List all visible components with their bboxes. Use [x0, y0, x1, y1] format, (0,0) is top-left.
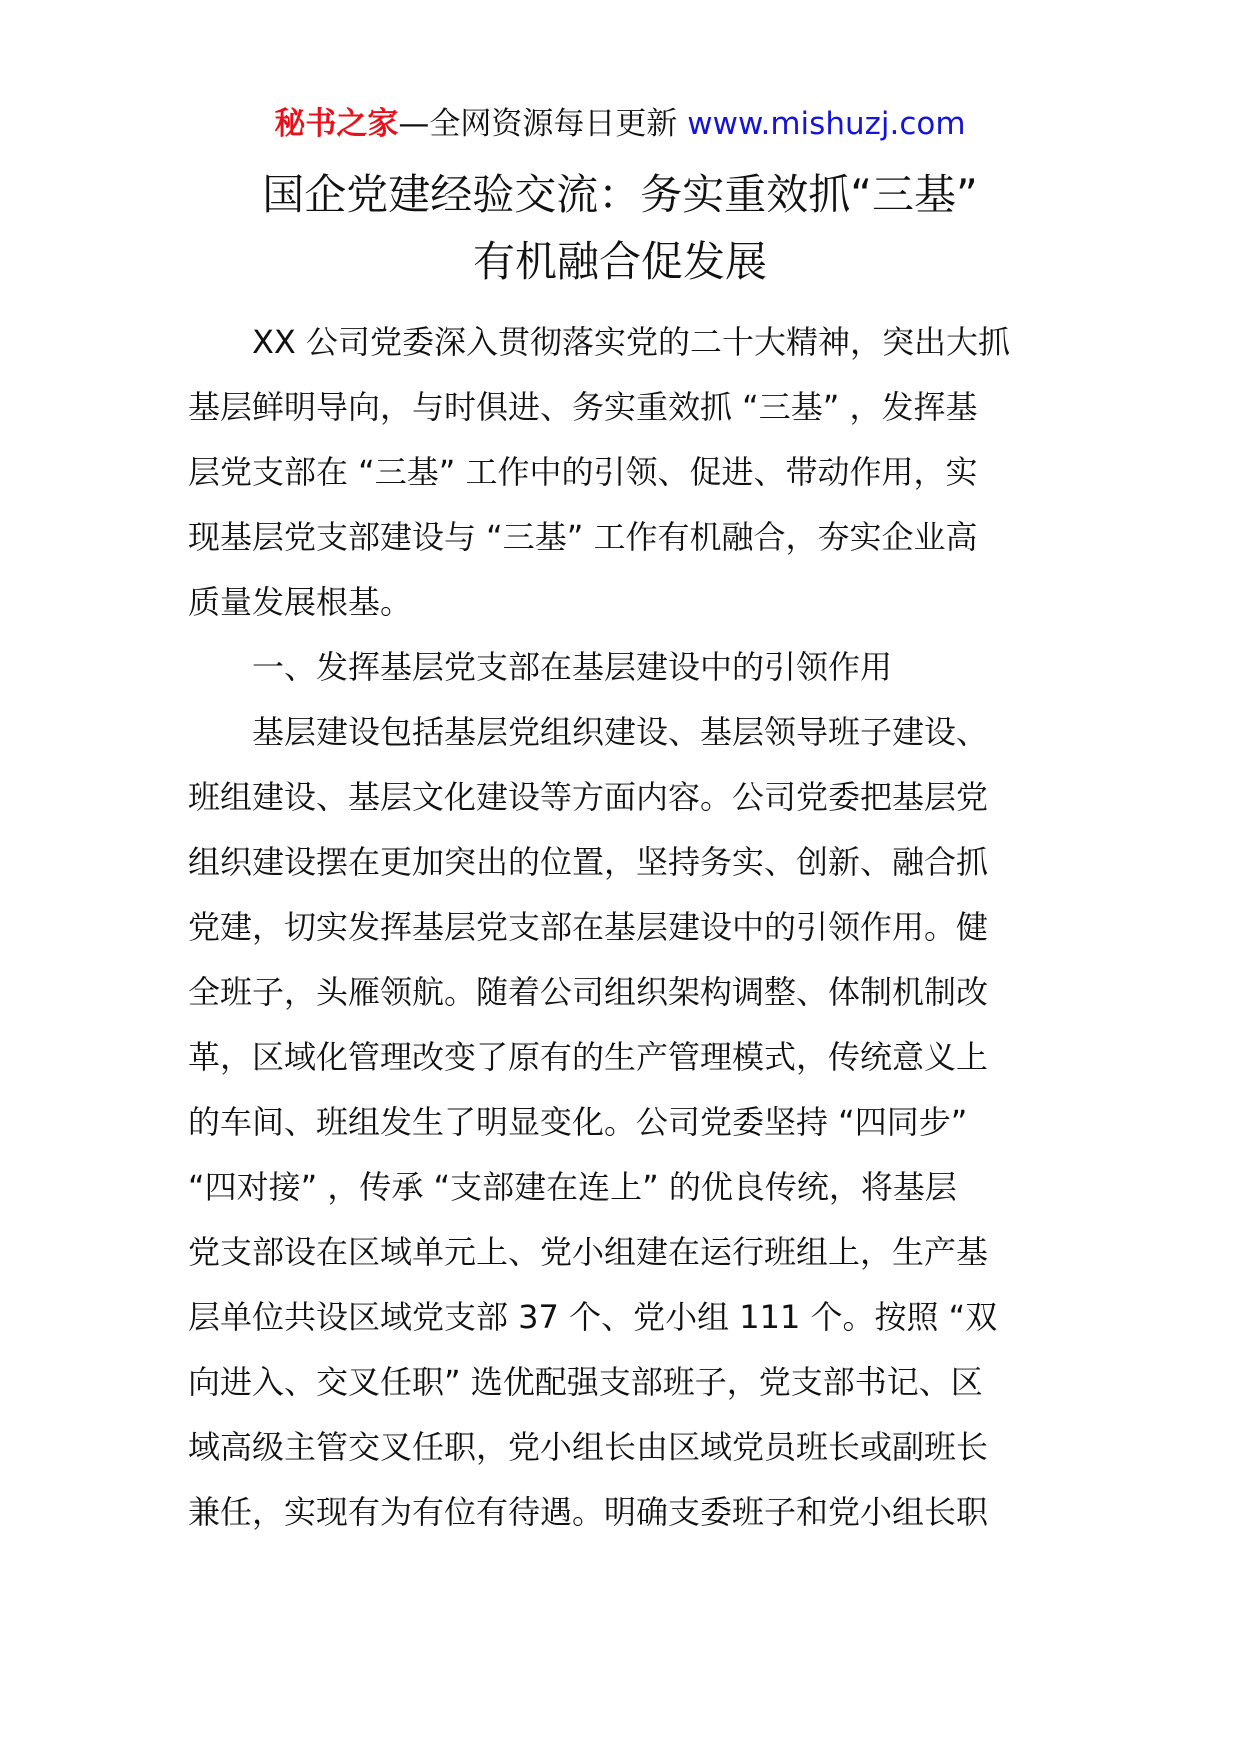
- site-link[interactable]: www.mishuzj.com: [687, 106, 966, 142]
- body-line: 向进入、交叉任职” 选优配强支部班子，党支部书记、区: [188, 1363, 983, 1401]
- header-slogan: —全网资源每日更新: [398, 106, 688, 142]
- site-header: [0, 100, 1240, 148]
- body-line: 的车间、班组发生了明显变化。公司党委坚持 “四同步”: [188, 1103, 968, 1141]
- body-line: 层党支部在 “三基” 工作中的引领、促进、带动作用，实: [188, 453, 978, 491]
- body-line: 党建，切实发挥基层党支部在基层建设中的引领作用。健: [188, 908, 989, 946]
- body-line: 兼任，实现有为有位有待遇。明确支委班子和党小组长职: [188, 1493, 989, 1531]
- body-line: XX 公司党委深入贯彻落实党的二十大精神，突出大抓: [252, 323, 1011, 361]
- body-line: “四对接” ，传承 “支部建在连上” 的优良传统，将基层: [188, 1168, 957, 1206]
- body-line: 域高级主管交叉任职，党小组长由区域党员班长或副班长: [188, 1428, 989, 1466]
- body-line: 基层建设包括基层党组织建设、基层领导班子建设、: [252, 713, 989, 751]
- body-line: 全班子，头雁领航。随着公司组织架构调整、体制机制改: [188, 973, 989, 1011]
- brand-name: 秘书之家: [274, 106, 399, 142]
- body-line: 组织建设摆在更加突出的位置，坚持务实、创新、融合抓: [188, 843, 989, 881]
- document-title-line-1: 国企党建经验交流：务实重效抓“三基”: [262, 170, 978, 219]
- document-body: [188, 310, 1058, 1545]
- body-line: 现基层党支部建设与 “三基” 工作有机融合，夯实企业高: [188, 518, 978, 556]
- body-line: 层单位共设区域党支部 37 个、党小组 111 个。按照 “双: [188, 1298, 998, 1336]
- body-line: 革，区域化管理改变了原有的生产管理模式，传统意义上: [188, 1038, 989, 1076]
- body-line: 党支部设在区域单元上、党小组建在运行班组上，生产基: [188, 1233, 989, 1271]
- body-line: 班组建设、基层文化建设等方面内容。公司党委把基层党: [188, 778, 989, 816]
- document-title-line-2: 有机融合促发展: [472, 237, 767, 286]
- body-line: 质量发展根基。: [188, 583, 413, 621]
- section-heading: 一、发挥基层党支部在基层建设中的引领作用: [252, 648, 893, 686]
- body-line: 基层鲜明导向，与时俱进、务实重效抓 “三基” ，发挥基: [188, 388, 978, 426]
